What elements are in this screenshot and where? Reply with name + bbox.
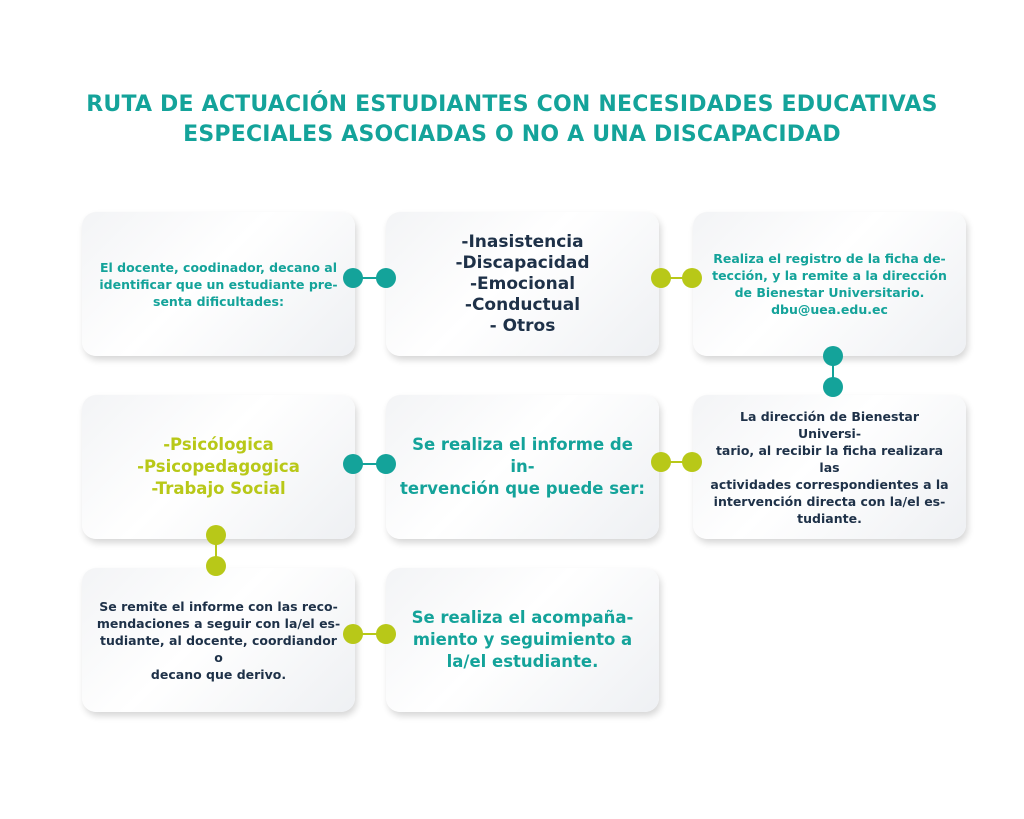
connector-remite-acompanamiento-dot-right: [376, 624, 396, 644]
connector-tipos-remite-dot-bottom: [206, 556, 226, 576]
box-causas: [386, 212, 659, 356]
box-remite-line1: Se remite el informe con las reco-: [99, 598, 338, 614]
box-remite-line4: decano que derivo.: [150, 666, 287, 682]
box-tipos-line2: -Psicopedagogica: [137, 457, 300, 476]
box-registro-line1: Realiza el registro de la ficha de-: [713, 251, 946, 266]
box-bienestar: [693, 395, 966, 539]
box-docente-line1: El docente, coodinador, decano al: [100, 259, 337, 275]
connector-tipos-informe-dot-right: [376, 454, 396, 474]
box-causas-line2: -Discapacidad: [455, 252, 590, 273]
connector-docente-causas-dot-right: [376, 268, 396, 288]
page-title-line2: ESPECIALES ASOCIADAS O NO A UNA DISCAPACIDAD: [183, 122, 841, 147]
box-remite-line2: mendaciones a seguir con la/el es-: [96, 615, 341, 631]
box-registro-email: dbu@uea.edu.ec: [771, 302, 888, 317]
box-docente: [82, 212, 355, 356]
box-acompanamiento-line3: la/el estudiante.: [446, 652, 599, 671]
connector-registro-bienestar-dot-top: [823, 346, 843, 366]
box-bienestar-line1: La dirección de Bienestar Universi-: [739, 408, 920, 441]
box-remite: [82, 568, 355, 712]
connector-remite-acompanamiento-dot-left: [343, 624, 363, 644]
box-docente-line3: senta dificultades:: [153, 293, 284, 309]
connector-informe-bienestar-dot-right: [682, 452, 702, 472]
box-tipos-line1: -Psicólogica: [163, 435, 274, 454]
box-acompanamiento: [386, 568, 659, 712]
box-causas-line4: -Conductual: [464, 294, 581, 315]
connector-causas-registro-dot-left: [651, 268, 671, 288]
box-bienestar-line4: intervención directa con la/el es-: [713, 493, 946, 509]
box-acompanamiento-line1: Se realiza el acompaña-: [411, 608, 634, 627]
connector-docente-causas-dot-left: [343, 268, 363, 288]
box-causas-line5: - Otros: [489, 315, 556, 336]
box-bienestar-line3: actividades correspondientes a la: [710, 476, 949, 492]
box-causas-line1: -Inasistencia: [461, 231, 584, 252]
box-bienestar-line2: tario, al recibir la ficha realizara las: [715, 442, 944, 475]
box-informe-line1: Se realiza el informe de in-: [412, 435, 633, 476]
box-tipos-line3: -Trabajo Social: [151, 479, 286, 498]
connector-registro-bienestar-dot-bottom: [823, 377, 843, 397]
connector-informe-bienestar-dot-left: [651, 452, 671, 472]
box-bienestar-line5: tudiante.: [797, 510, 862, 526]
box-acompanamiento-line2: miento y seguimiento a: [412, 630, 633, 649]
connector-tipos-informe-dot-left: [343, 454, 363, 474]
box-tipos: [82, 395, 355, 539]
box-docente-line2: identificar que un estudiante pre-: [99, 276, 338, 292]
connector-causas-registro-dot-right: [682, 268, 702, 288]
box-registro-line3: de Bienestar Universitario.: [734, 285, 925, 300]
page-title-line1: RUTA DE ACTUACIÓN ESTUDIANTES CON NECESIDADES EDUCATIVAS: [86, 92, 938, 117]
box-informe: [386, 395, 659, 539]
connector-tipos-remite-dot-top: [206, 525, 226, 545]
box-registro-line2: tección, y la remite a la dirección: [712, 268, 947, 283]
box-remite-line3: tudiante, al docente, coordiandor o: [100, 632, 337, 665]
box-registro: [693, 212, 966, 356]
page-title: [0, 90, 1024, 150]
box-informe-line2: tervención que puede ser:: [400, 479, 645, 498]
box-causas-line3: -Emocional: [469, 273, 576, 294]
